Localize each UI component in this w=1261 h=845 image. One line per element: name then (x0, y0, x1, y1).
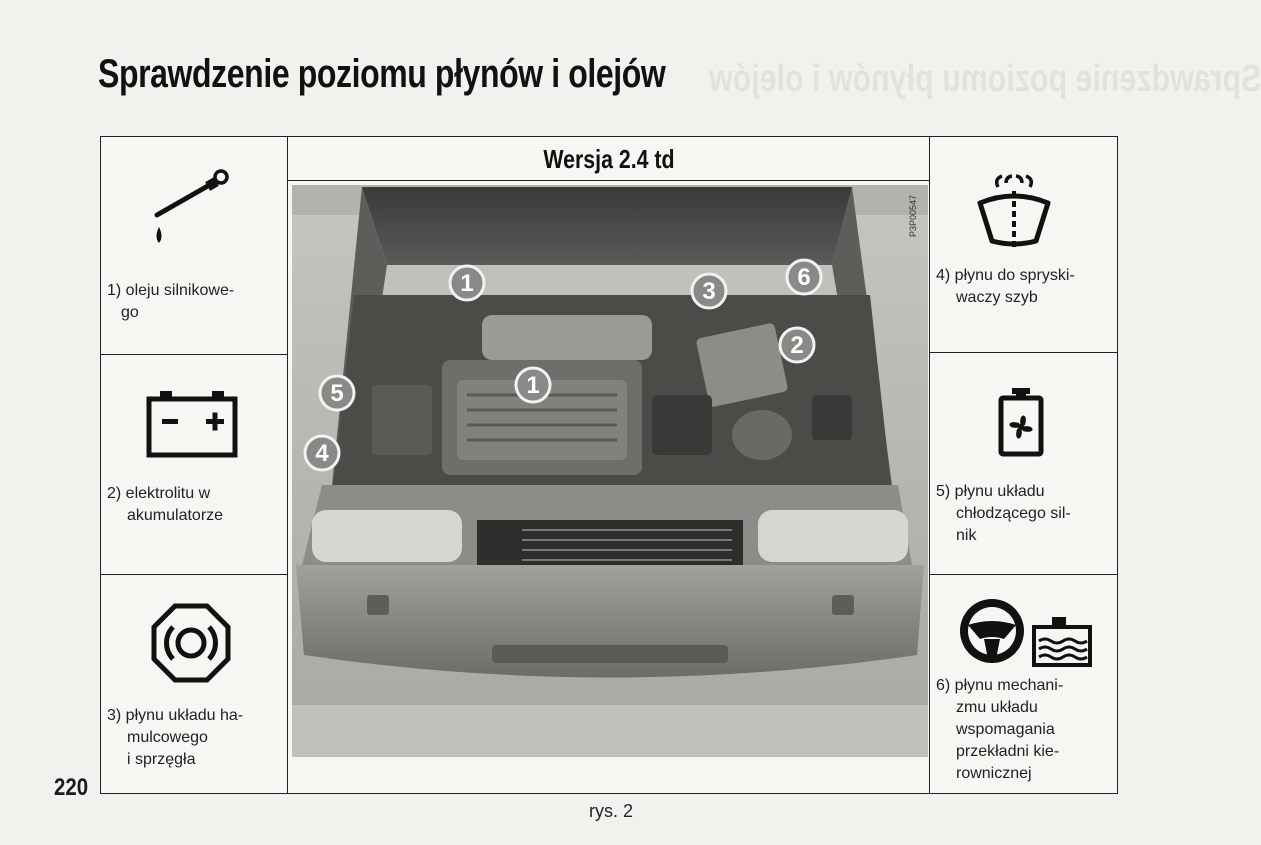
figure-caption: rys. 2 (589, 801, 634, 821)
svg-text:2: 2 (790, 332, 804, 359)
photo-callout (780, 328, 814, 362)
item-oil-label: 1) oleju silnikowe- go (107, 282, 235, 321)
svg-text:1: 1 (460, 270, 474, 297)
brake-fluid-icon (151, 603, 231, 683)
power-steering-fluid-icon (956, 595, 1096, 670)
page-title: Sprawdzenie poziomu płynów i olejów (98, 52, 666, 96)
right-column (929, 137, 1117, 793)
photo-callout (320, 376, 354, 410)
photo-callout (450, 266, 484, 300)
coolant-icon (998, 387, 1044, 457)
bleed-through-title: Sprawdzenie poziomu płynów i olejów (709, 58, 1261, 100)
item-battery-label: 2) elektrolitu w akumulatorze (107, 485, 224, 524)
page-number: 220 (54, 774, 89, 801)
item-washer-label: 4) płynu do spryski- waczy szyb (936, 267, 1075, 306)
svg-text:4: 4 (315, 440, 329, 467)
windshield-washer-icon (974, 173, 1054, 253)
item-steering-label: 6) płynu mechani- zmu układu wspomagania przekładni kie- rownicznej (936, 677, 1064, 782)
item-battery (101, 355, 287, 575)
photo-callout (516, 368, 550, 402)
left-column (101, 137, 288, 793)
svg-text:5: 5 (330, 380, 344, 407)
svg-text:1: 1 (526, 372, 540, 399)
oil-dipstick-icon (151, 165, 241, 250)
item-oil (101, 137, 287, 355)
item-brake (101, 575, 287, 795)
photo-code: P3P00547 (908, 195, 918, 238)
svg-text:6: 6 (797, 264, 811, 291)
item-coolant (930, 353, 1117, 575)
version-header: Wersja 2.4 td (288, 137, 929, 181)
engine-bay-photo (292, 185, 928, 757)
photo-callout (787, 260, 821, 294)
figure-frame (100, 136, 1118, 794)
svg-text:3: 3 (702, 278, 716, 305)
photo-callout (692, 274, 726, 308)
battery-icon (146, 389, 238, 459)
item-washer (930, 137, 1117, 353)
item-brake-label: 3) płynu układu ha- mulcowego i sprzęgła (107, 707, 244, 768)
item-steering (930, 575, 1117, 795)
photo-callout (305, 436, 339, 470)
item-coolant-label: 5) płynu układu chłodzącego sil- nik (936, 483, 1071, 544)
